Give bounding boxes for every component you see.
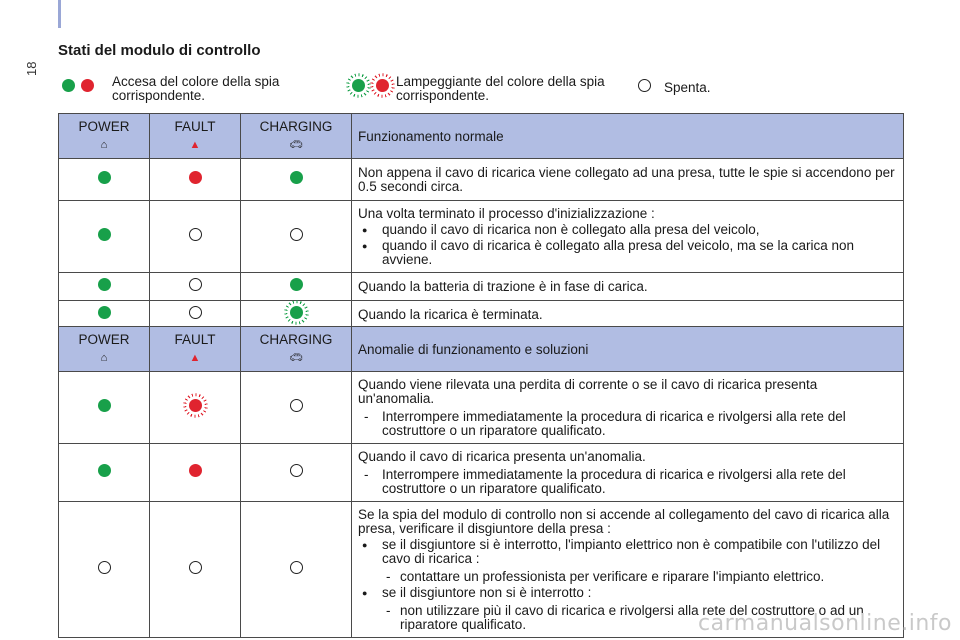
green-lamp-icon [290,278,303,291]
car-icon: 🚗︎ [289,139,303,151]
legend-on-text: Accesa del colore della spia corrispondente. [112,74,280,103]
charging-header [241,327,352,372]
off-lamp-icon [98,561,111,574]
house-icon: ⌂ [100,139,108,151]
table-row [59,301,904,329]
off-lamp-icon [189,228,202,241]
house-icon: ⌂ [100,352,108,364]
table-row [59,201,904,273]
row-description [352,201,904,273]
off-lamp-icon [189,306,202,319]
fault-header [150,327,241,372]
normal-operation-table [58,113,904,329]
red-lamp-icon [81,79,94,92]
table-row [59,372,904,444]
row-description [352,372,904,444]
charging-header [241,114,352,159]
dash-item: - Interrompere immediatamente la procedura di ricarica e rivolgersi alla rete del costruttore o un riparatore qualificato. [358,410,897,438]
table-header-row [59,327,904,372]
car-icon: 🚗︎ [289,352,303,364]
red-blink-lamp-icon [376,79,389,92]
red-lamp-icon [189,464,202,477]
warning-triangle-icon: ▲ [189,352,201,364]
row-description-intro: Una volta terminato il processo d'inizializzazione : [358,206,655,221]
legend-blink-text: Lampeggiante del colore della spia corrispondente. [396,74,605,103]
sub-dash-item: - contattare un professionista per verificare e riparare l'impianto elettrico. [358,570,897,584]
power-label: POWER [78,332,130,347]
table-row [59,273,904,301]
page-number: 18 [24,61,39,76]
fault-label: FAULT [174,332,216,347]
table-row [59,444,904,502]
off-lamp-icon [290,399,303,412]
sub-dash-item: - non utilizzare più il cavo di ricarica e rivolgersi alla rete del costruttore o ad un riparatore qualificato. [358,604,897,632]
green-lamp-icon [98,399,111,412]
table-row [59,159,904,201]
power-header [59,114,150,159]
green-lamp-icon [98,306,111,319]
fault-label: FAULT [174,119,216,134]
row-description: Non appena il cavo di ricarica viene collegato ad una presa, tutte le spie si accendono per 0.5 secondi circa. [352,159,904,201]
green-lamp-icon [290,171,303,184]
off-lamp-icon [290,561,303,574]
row-description: Quando la ricarica è terminata. [352,301,904,329]
green-lamp-icon [98,228,111,241]
off-lamp-icon [290,228,303,241]
dash-item: - Interrompere immediatamente la procedura di ricarica e rivolgersi alla rete del costruttore o un riparatore qualificato. [358,468,897,496]
table-header-description: Funzionamento normale [352,114,904,159]
charging-label: CHARGING [259,332,333,347]
green-blink-lamp-icon [352,79,365,92]
row-description [352,444,904,502]
off-lamp-icon [290,464,303,477]
faults-table [58,326,904,638]
bullet-item: ● quando il cavo di ricarica non è collegato alla presa del veicolo, [358,223,897,237]
fault-header [150,114,241,159]
green-lamp-icon [98,278,111,291]
power-header [59,327,150,372]
bullet-item: ● se il disgiuntore non si è interrotto : [358,586,897,600]
margin-line [58,0,61,28]
green-lamp-icon [98,464,111,477]
charging-label: CHARGING [259,119,333,134]
off-lamp-icon [189,561,202,574]
green-lamp-icon [98,171,111,184]
watermark: carmanualsonline.info [698,611,952,636]
bullet-item: ● quando il cavo di ricarica è collegato alla presa del veicolo, ma se la carica non avviene. [358,239,897,267]
page-title: Stati del modulo di controllo [58,42,261,59]
off-lamp-icon [638,79,651,92]
row-description-intro: Se la spia del modulo di controllo non si accende al collegamento del cavo di ricarica alla presa, verificare il disgiuntore della presa : [358,507,890,536]
legend-off-text: Spenta. [664,80,711,95]
green-blink-lamp-icon [290,306,303,319]
green-lamp-icon [62,79,75,92]
table-header-row [59,114,904,159]
power-label: POWER [78,119,130,134]
row-description: Quando la batteria di trazione è in fase di carica. [352,273,904,301]
row-description-intro: Quando il cavo di ricarica presenta un'anomalia. [358,449,646,464]
table-header-description: Anomalie di funzionamento e soluzioni [352,327,904,372]
off-lamp-icon [189,278,202,291]
red-lamp-icon [189,171,202,184]
row-description-intro: Quando viene rilevata una perdita di corrente o se il cavo di ricarica presenta un'anomalia. [358,377,818,406]
bullet-item: ● se il disgiuntore si è interrotto, l'impianto elettrico non è compatibile con l'utilizzo del cavo di ricarica : [358,538,897,566]
red-blink-lamp-icon [189,399,202,412]
warning-triangle-icon: ▲ [189,139,201,151]
